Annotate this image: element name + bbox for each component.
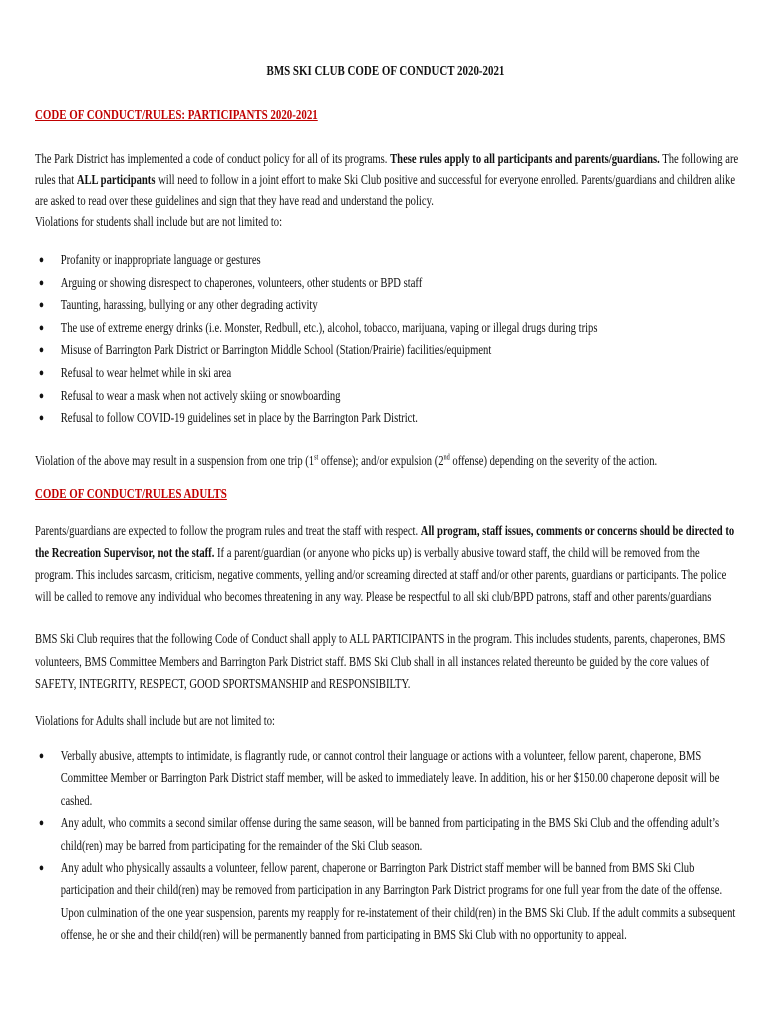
participants-rules-list [35,249,741,430]
bullet-icon: ● [38,366,45,379]
document-title: BMS SKI CLUB CODE OF CONDUCT 2020-2021 [266,64,504,79]
list-item: ● Refusal to wear a mask when not actively skiing or snowboarding [35,385,741,408]
list-item: ● Any adult, who commits a second similar offense during the same season, will be banned from participating in the BMS Ski Club and the offending adult’s child(ren) may be barred from participating for the remainder of the Ski Club season. [35,812,741,857]
list-item: ● Any adult who physically assaults a volunteer, fellow parent, chaperone or Barrington Park District staff member will be banned from BMS Ski Club participation and their child(ren) may be removed from participation in any Barrington Park District programs for one full year from the date of the offense. Upon culmination of the one year suspension, parents my reapply for re-instatement of their child(ren) in the BMS Ski Club. If the adult commits a subsequent offense, he or she and their child(ren) will be permanently banned from participating in BMS Ski Club with no opportunity to appeal. [35,857,741,947]
bullet-icon: ● [38,321,45,334]
list-item: ● Profanity or inappropriate language or gestures [35,249,741,272]
list-item: ● Misuse of Barrington Park District or Barrington Middle School (Station/Prairie) facilities/equipment [35,339,741,362]
adults-paragraph-2: BMS Ski Club requires that the following Code of Conduct shall apply to ALL PARTICIPANTS in the program. This includes students, parents, chaperones, BMS volunteers, BMS Committee Members and Barrington Park District staff. BMS Ski Club shall in all instances related thereunto be guided by the core values of SAFETY, INTEGRITY, RESPECT, GOOD SPORTSMANSHIP and RESPONSIBILTY. [35,631,726,691]
bullet-icon: ● [38,750,45,762]
adults-violations-label: Violations for Adults shall include but are not limited to: [35,713,275,728]
participants-intro-paragraph: The Park District has implemented a code of conduct policy for all of its programs. These rules apply to all participants and parents/guardians. The following are rules that ALL participants will need to follow in a joint effort to make Ski Club positive and successful for everyone enrolled. Parents/guardians and children alike are asked to read over these guidelines and sign that they have read and understand the policy. [35,151,739,208]
bullet-icon: ● [38,276,45,289]
bullet-icon: ● [38,862,45,875]
participants-intro [35,148,741,232]
adults-rules-list [35,745,741,947]
participants-heading: CODE OF CONDUCT/RULES: PARTICIPANTS 2020-2021 [35,108,318,123]
list-item: ● Arguing or showing disrespect to chaperones, volunteers, other students or BPD staff [35,272,741,295]
list-item: ● Verbally abusive, attempts to intimidate, is flagrantly rude, or cannot control their language or actions with a volunteer, fellow parent, chaperone, BMS Committee Member or Barrington Park District staff member, will be asked to immediately leave. In addition, his or her $150.00 chaperone deposit will be cashed. [35,745,741,812]
adults-heading: CODE OF CONDUCT/RULES ADULTS [35,487,227,502]
list-item: ● Refusal to wear helmet while in ski area [35,362,741,385]
bullet-icon: ● [38,299,45,312]
participants-violations-label: Violations for students shall include but are not limited to: [35,214,283,229]
list-item: ● The use of extreme energy drinks (i.e. Monster, Redbull, etc.), alcohol, tobacco, marijuana, vaping or illegal drugs during trips [35,317,741,340]
adults-paragraph-1: Parents/guardians are expected to follow the program rules and treat the staff with respect. All program, staff issues, comments or concerns should be directed to the Recreation Supervisor, not the staff. If a parent/guardian (or anyone who picks up) is verbally abusive toward staff, the child will be removed from the program. This includes sarcasm, criticism, negative comments, yelling and/or screaming directed at staff and/or other parents, guardians or participants. The police will be called to remove any individual who becomes threatening in any way. Please be respectful to all ski club/BPD patrons, staff and other parents/guardians [35,523,735,604]
participants-consequence: Violation of the above may result in a suspension from one trip (1st offense); and/or expulsion (2nd offense) depending on the severity of the action. [35,452,658,468]
bullet-icon: ● [38,817,45,830]
bullet-icon: ● [38,254,45,266]
list-item: ● Refusal to follow COVID-19 guidelines set in place by the Barrington Park District. [35,407,741,430]
bullet-icon: ● [38,412,45,425]
list-item: ● Taunting, harassing, bullying or any other degrading activity [35,294,741,317]
bullet-icon: ● [38,344,45,357]
bullet-icon: ● [38,389,45,402]
